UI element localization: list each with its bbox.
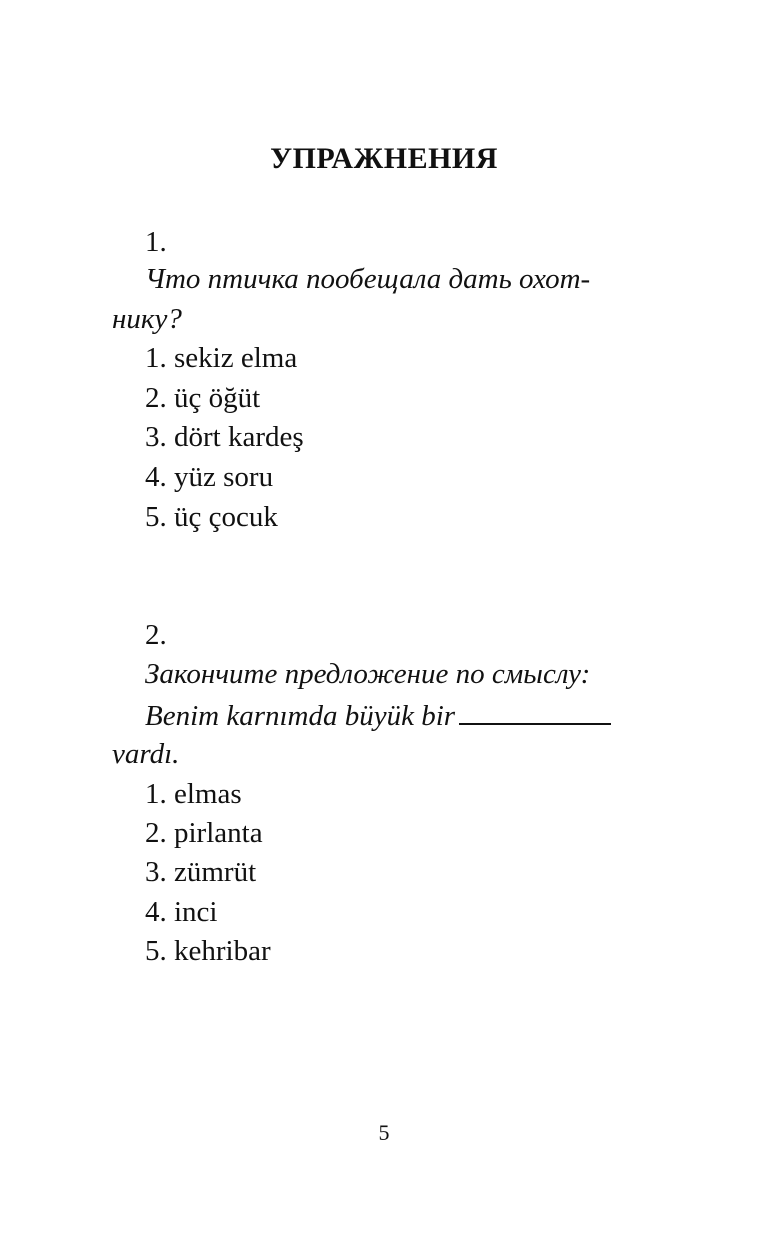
exercise-1-question-line-1: Что птичка пообещала дать охот- [145, 263, 591, 295]
exercise-1-number: 1. [145, 226, 167, 258]
exercise-2-option: 5. kehribar [145, 935, 271, 967]
exercise-2-option: 2. pirlanta [145, 817, 263, 849]
exercise-1-option: 5. üç çocuk [145, 501, 278, 533]
exercise-1-option: 4. yüz soru [145, 461, 274, 493]
exercise-2-option: 1. elmas [145, 778, 242, 810]
exercise-1-option: 2. üç öğüt [145, 382, 261, 414]
exercise-1-question-line-2: нику? [112, 303, 182, 335]
page-title: УПРАЖНЕНИЯ [270, 142, 498, 175]
answer-blank [459, 701, 611, 725]
exercise-1-option: 1. sekiz elma [145, 342, 298, 374]
exercise-2-number: 2. [145, 619, 167, 651]
exercise-2-instruction: Закончите предложение по смыслу: [145, 658, 591, 690]
exercise-2-option: 4. inci [145, 896, 218, 928]
page-number: 5 [378, 1120, 390, 1145]
exercise-1-option: 3. dört kardeş [145, 421, 304, 453]
exercise-2-sentence-line-1 [145, 701, 611, 731]
exercise-2-sentence-line-2: vardı. [112, 738, 180, 770]
exercise-2-option: 3. zümrüt [145, 856, 257, 888]
exercise-2-sentence-text: Benim karnımda büyük bir [145, 700, 456, 732]
